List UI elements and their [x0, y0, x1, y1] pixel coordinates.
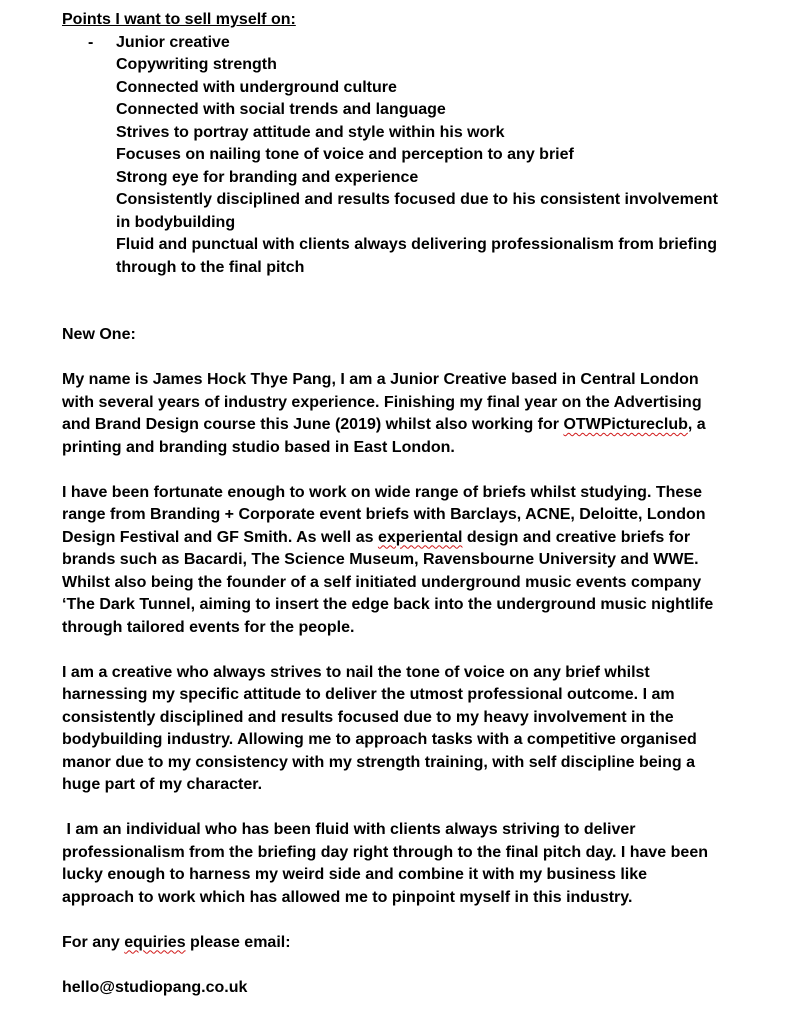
paragraph-line: I am an individual who has been fluid with clients always striving to deliver: [62, 821, 636, 838]
misspelled-word[interactable]: experiental: [377, 528, 463, 546]
bullet-line: Strives to portray attitude and style within his work: [116, 123, 505, 141]
blank-line: [62, 909, 762, 932]
bullet-line: through to the final pitch: [116, 258, 305, 276]
bullet-line: Strong eye for branding and experience: [116, 168, 419, 186]
contact-email[interactable]: hello@studiopang.co.uk: [62, 978, 248, 996]
bullet-line: Focuses on nailing tone of voice and perception to any brief: [116, 146, 574, 163]
paragraph-line: My name is James Hock Thye Pang, I am a Junior Creative based in Central London: [62, 371, 699, 388]
paragraph-line: Whilst also being the founder of a self initiated underground music events company: [62, 573, 702, 591]
bullet-line: Connected with underground culture: [116, 78, 397, 96]
blank-line: [62, 639, 762, 662]
paragraph-line: lucky enough to harness my weird side and combine it with my business like: [62, 866, 648, 883]
misspelled-word[interactable]: equiries: [124, 933, 186, 951]
paragraph-line: consistently disciplined and results focused due to my heavy involvement in the: [62, 708, 674, 726]
paragraph-line: approach to work which has allowed me to pinpoint myself in this industry.: [62, 888, 633, 906]
intro-paragraph: [62, 369, 762, 459]
paragraph-line: I am a creative who always strives to nail the tone of voice on any brief whilst: [62, 663, 650, 681]
paragraph-line: brands such as Bacardi, The Science Museum, Ravensbourne University and WWE.: [62, 551, 699, 568]
document-body: [62, 9, 762, 999]
blank-line: [62, 302, 762, 325]
text-run: Design Festival and GF Smith. As well as: [62, 528, 378, 546]
text-run: , a: [687, 416, 706, 433]
paragraph-line: [62, 932, 762, 955]
paragraph-line: with several years of industry experience. Finishing my final year on the Advertising: [62, 393, 702, 411]
bullet-line: Connected with social trends and language: [116, 101, 446, 118]
paragraph-line: I have been fortunate enough to work on wide range of briefs whilst studying. These: [62, 483, 703, 501]
paragraph-line: through tailored events for the people.: [62, 618, 355, 636]
text-run: For any: [62, 933, 125, 951]
text-run: please email:: [185, 933, 291, 951]
bullet-dash-marker: -: [88, 33, 94, 51]
section-heading: Points I want to sell myself on:: [62, 11, 296, 28]
paragraph-line: manor due to my consistency with my strength training, with self discipline being a: [62, 753, 695, 771]
paragraph-line: bodybuilding industry. Allowing me to approach tasks with a competitive organised: [62, 731, 697, 748]
bullet-line: Fluid and punctual with clients always delivering professionalism from briefing: [116, 236, 717, 253]
paragraph-line: range from Branding + Corporate event briefs with Barclays, ACNE, Deloitte, London: [62, 506, 706, 523]
paragraph-line: huge part of my character.: [62, 776, 263, 793]
bullet-line: Junior creative: [116, 33, 230, 51]
bullet-line: Consistently disciplined and results focused due to his consistent involvement: [116, 191, 718, 208]
text-run: design and creative briefs for: [462, 528, 691, 546]
bullet-line: Copywriting strength: [116, 56, 277, 73]
misspelled-word[interactable]: OTWPictureclub: [563, 416, 688, 433]
new-one-label: New One:: [62, 326, 136, 343]
paragraph-line: ‘The Dark Tunnel, aiming to insert the edge back into the underground music nightlife: [62, 596, 714, 613]
paragraph-line: printing and branding studio based in East London.: [62, 438, 455, 456]
bullet-line: in bodybuilding: [116, 213, 236, 231]
attitude-paragraph: [62, 662, 762, 797]
blank-line: [62, 459, 762, 482]
clients-paragraph: [62, 819, 762, 909]
experience-paragraph: [62, 482, 762, 640]
paragraph-line: professionalism from the briefing day right through to the final pitch day. I have been: [62, 843, 708, 861]
paragraph-line: harnessing my specific attitude to deliver the utmost professional outcome. I am: [62, 686, 675, 703]
blank-line: [62, 954, 762, 977]
text-run: and Brand Design course this June (2019) whilst also working for: [62, 416, 564, 433]
blank-line: [62, 797, 762, 820]
paragraph-line: [62, 527, 762, 550]
bullet-list: [62, 32, 762, 280]
contact-line: [62, 932, 762, 955]
blank-line: [62, 279, 762, 302]
paragraph-line: [62, 414, 762, 437]
blank-line: [62, 347, 762, 370]
